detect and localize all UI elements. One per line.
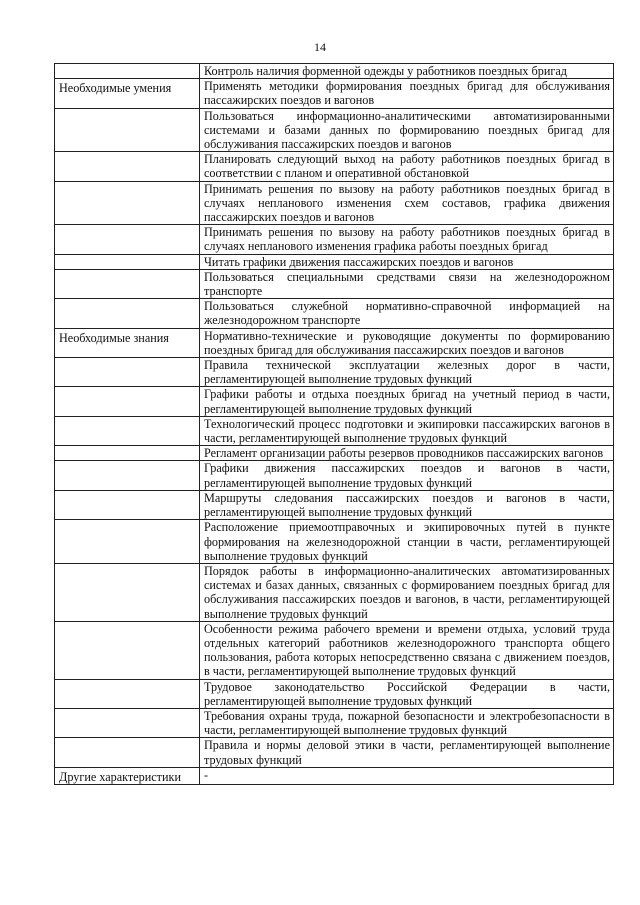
table-cell-item: Принимать решения по вызову на работу работников поездных бригад в случаях непланового изменения графика работы поездных бригад [200,225,614,254]
table-row [55,767,614,784]
table-cell-item: Расположение приемоотправочных и экипировочных путей в пункте формирования на железнодорожной станции в части, регламентирующей выполнение трудовых функций [200,520,614,564]
table-row [55,358,614,387]
table-cell-item: Правила и нормы деловой этики в части, регламентирующей выполнение трудовых функций [200,738,614,767]
table-row [55,738,614,767]
table-row [55,254,614,269]
section-label-cell [55,708,200,737]
table-cell-item: Принимать решения по вызову на работу работников поездных бригад в случаях непланового изменения схем составов, графика движения пассажирских поездов и вагонов [200,181,614,225]
table-row [55,64,614,79]
table-cell-item: Нормативно-технические и руководящие документы по формированию поездных бригад для обслуживания пассажирских поездов и вагонов [200,328,614,357]
section-label-cell [55,269,200,298]
section-label-cell [55,520,200,564]
section-label-cell [55,358,200,387]
section-label-cell [55,108,200,152]
section-label: Другие характеристики [55,767,200,784]
table-row [55,152,614,181]
section-label-cell [55,387,200,416]
table-cell-item: Технологический процесс подготовки и экипировки пассажирских вагонов в части, регламентирующей выполнение трудовых функций [200,416,614,445]
table-cell-item: Трудовое законодательство Российской Федерации в части, регламентирующей выполнение трудовых функций [200,679,614,708]
table-cell-item: Пользоваться информационно-аналитическими автоматизированными системами и базами данных по формированию поездных бригад для обслуживания пассажирских поездов и вагонов [200,108,614,152]
table-row [55,387,614,416]
table-cell-item: Контроль наличия форменной одежды у работников поездных бригад [200,64,614,79]
section-label-cell [55,416,200,445]
section-label-cell [55,490,200,519]
table-cell-item: Пользоваться служебной нормативно-справочной информацией на железнодорожном транспорте [200,299,614,328]
table-row [55,621,614,679]
table-row [55,328,614,357]
table-row [55,679,614,708]
table-cell-item: Маршруты следования пассажирских поездов и вагонов в части, регламентирующей выполнение трудовых функций [200,490,614,519]
table-row [55,181,614,225]
section-label: Необходимые знания [55,328,200,357]
table-cell-item: Регламент организации работы резервов проводников пассажирских вагонов [200,446,614,461]
section-label-cell [55,64,200,79]
table-row [55,108,614,152]
table-cell-item: Графики работы и отдыха поездных бригад на учетный период в части, регламентирующей выполнение трудовых функций [200,387,614,416]
table-cell-item: Особенности режима рабочего времени и времени отдыха, условий труда отдельных категорий работников железнодорожного транспорта общего пользования, работа которых непосредственно связана с движением поездов, в части, регламентирующей выполнение трудовых функций [200,621,614,679]
section-label-cell [55,621,200,679]
section-label-cell [55,299,200,328]
section-label-cell [55,563,200,621]
section-label-cell [55,446,200,461]
table-row [55,269,614,298]
table-row [55,446,614,461]
section-label-cell [55,254,200,269]
table-cell-item: Планировать следующий выход на работу работников поездных бригад в соответствии с планом и оперативной обстановкой [200,152,614,181]
table-cell-item: - [200,767,614,784]
table-row [55,520,614,564]
table-cell-item: Требования охраны труда, пожарной безопасности и электробезопасности в части, регламентирующей выполнение трудовых функций [200,708,614,737]
table-row [55,225,614,254]
section-label: Необходимые умения [55,79,200,108]
section-label-cell [55,225,200,254]
table-row [55,490,614,519]
section-label-cell [55,181,200,225]
table-cell-item: Графики движения пассажирских поездов и вагонов в части, регламентирующей выполнение трудовых функций [200,461,614,490]
table-row [55,416,614,445]
section-label-cell [55,461,200,490]
table-row [55,79,614,108]
section-label-cell [55,679,200,708]
table-row [55,708,614,737]
section-label-cell [55,738,200,767]
table-row [55,563,614,621]
characteristics-table [54,63,614,785]
table-row [55,299,614,328]
table-cell-item: Читать графики движения пассажирских поездов и вагонов [200,254,614,269]
page-number: 14 [314,40,326,54]
section-label-cell [55,152,200,181]
table-cell-item: Пользоваться специальными средствами связи на железнодорожном транспорте [200,269,614,298]
table-row [55,461,614,490]
table-cell-item: Правила технической эксплуатации железных дорог в части, регламентирующей выполнение трудовых функций [200,358,614,387]
table-cell-item: Применять методики формирования поездных бригад для обслуживания пассажирских поездов и вагонов [200,79,614,108]
table-cell-item: Порядок работы в информационно-аналитических автоматизированных системах и базах данных, связанных с формированием поездных бригад для обслуживания пассажирских поездов и вагонов, в части, регламентирующей выполнение трудовых функций [200,563,614,621]
